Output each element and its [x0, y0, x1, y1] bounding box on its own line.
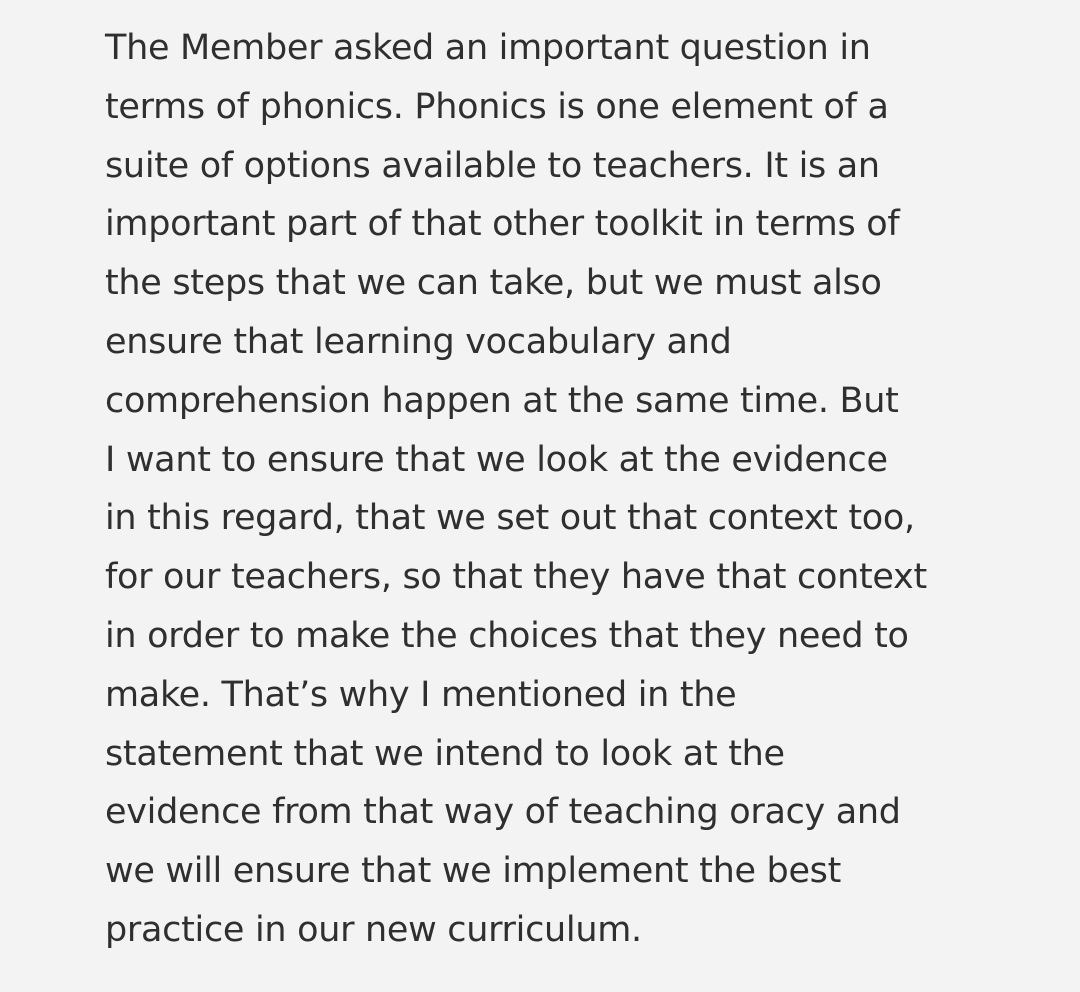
text-line: terms of phonics. Phonics is one element of a	[105, 86, 889, 127]
text-line: suite of options available to teachers. It is an	[105, 145, 880, 186]
text-line: for our teachers, so that they have that context	[105, 557, 927, 598]
text-line: practice in our new curriculum.	[105, 909, 642, 950]
statement-paragraph	[105, 19, 1005, 960]
text-line: make. That’s why I mentioned in the	[105, 674, 737, 715]
text-line: in this regard, that we set out that context too,	[105, 498, 915, 539]
text-line: The Member asked an important question in	[105, 28, 871, 68]
text-line: I want to ensure that we look at the evidence	[105, 439, 888, 480]
text-line: we will ensure that we implement the best	[105, 851, 842, 892]
text-line: important part of that other toolkit in terms of	[105, 204, 900, 245]
text-line: in order to make the choices that they need to	[105, 615, 909, 656]
text-line: statement that we intend to look at the	[105, 733, 785, 774]
text-line: ensure that learning vocabulary and	[105, 321, 732, 362]
text-line: comprehension happen at the same time. But	[105, 380, 899, 421]
text-line: evidence from that way of teaching oracy and	[105, 792, 901, 833]
text-line: the steps that we can take, but we must also	[105, 263, 882, 304]
